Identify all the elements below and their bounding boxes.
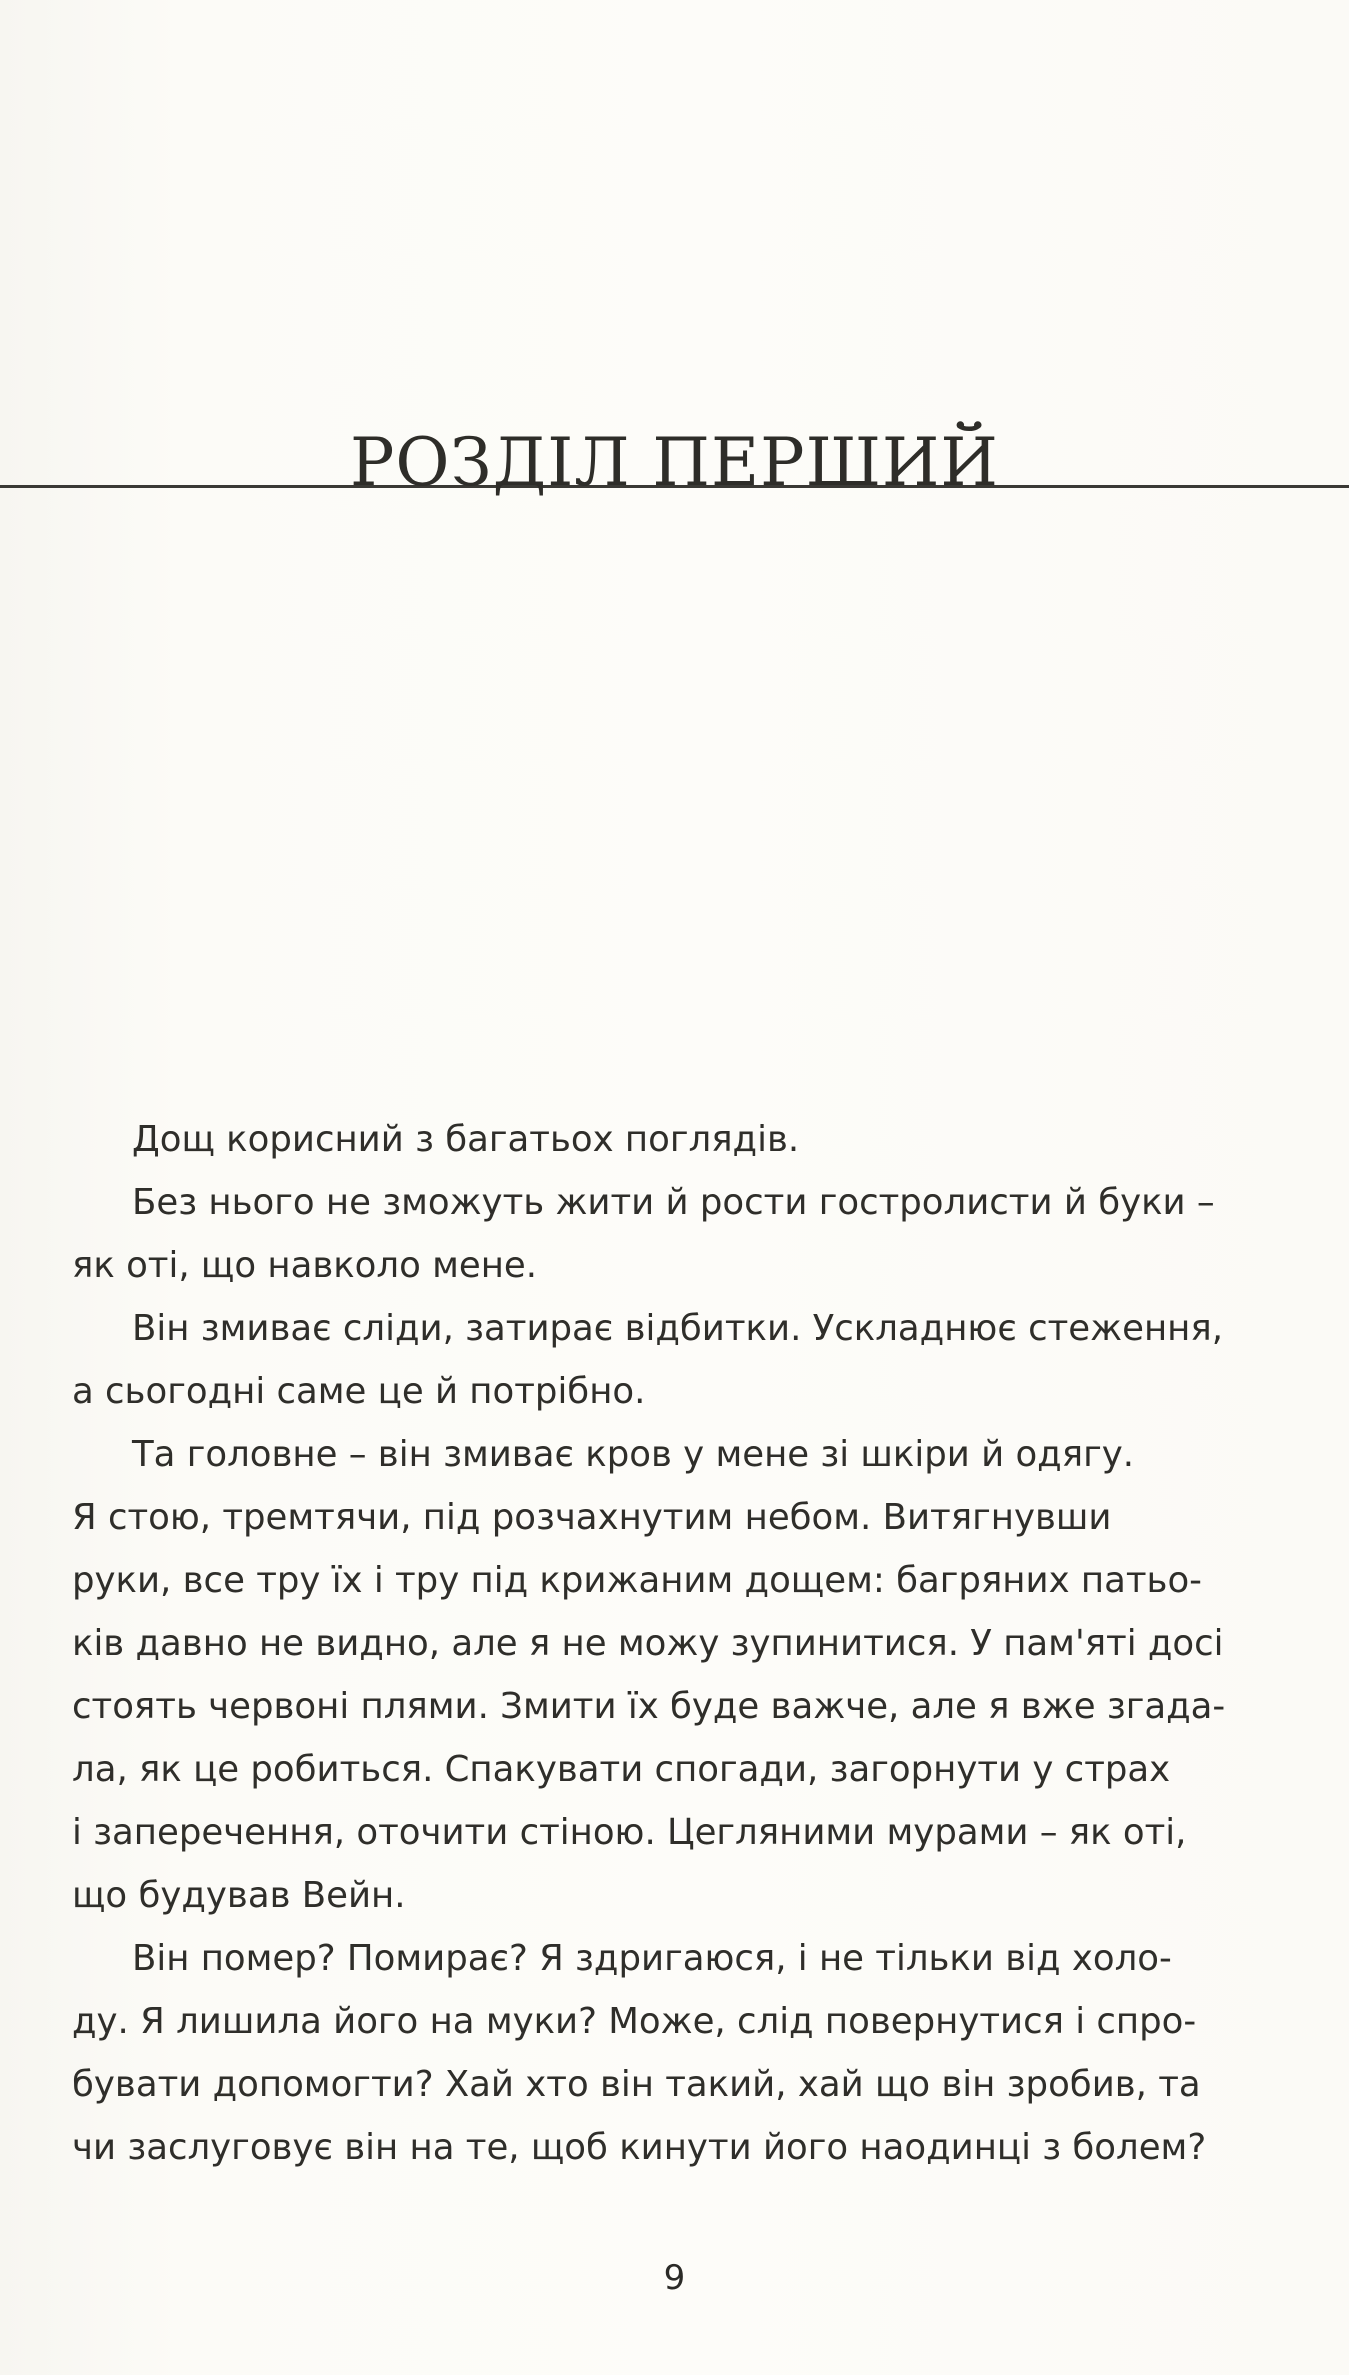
text-line: Та головне – він змиває кров у мене зі шкіри й одягу. [132,1434,1135,1475]
chapter-body-text [72,1108,1282,2179]
text-line: а сьогодні саме це й потрібно. [72,1371,646,1412]
text-line: Він помер? Помирає? Я здригаюся, і не тільки від холо- [132,1938,1172,1979]
text-line: ків давно не видно, але я не можу зупинитися. У пам'яті досі [72,1623,1224,1664]
chapter-title: РОЗДІЛ ПЕРШИЙ [350,424,999,501]
paragraph-5 [72,1927,1282,2179]
text-line: Я стою, тремтячи, під розчахнутим небом. Витягнувши [72,1497,1112,1538]
text-line: руки, все тру їх і тру під крижаним дощем: багряних патьо- [72,1560,1202,1601]
text-line: і заперечення, оточити стіною. Цегляними мурами – як оті, [72,1812,1187,1853]
text-line: стоять червоні плями. Змити їх буде важче, але я вже згада- [72,1686,1226,1727]
text-line: чи заслуговує він на те, щоб кинути його наодинці з болем? [72,2127,1207,2168]
text-line: Він змиває сліди, затирає відбитки. Ускладнює стеження, [132,1308,1224,1349]
paragraph-1 [72,1108,1282,1171]
text-line: Дощ корисний з багатьох поглядів. [132,1119,800,1160]
text-line: що будував Вейн. [72,1875,406,1916]
text-line: ла, як це робиться. Спакувати спогади, загорнути у страх [72,1749,1171,1790]
text-line: як оті, що навколо мене. [72,1245,538,1286]
text-line: ду. Я лишила його на муки? Може, слід повернутися і спро- [72,2001,1197,2042]
text-line: Без нього не зможуть жити й рости гостролисти й буки – [132,1182,1215,1223]
paragraph-3 [72,1297,1282,1423]
paragraph-2 [72,1171,1282,1297]
paragraph-4 [72,1423,1282,1927]
text-line: бувати допомогти? Хай хто він такий, хай що він зробив, та [72,2064,1201,2105]
page-number: 9 [663,2258,686,2298]
